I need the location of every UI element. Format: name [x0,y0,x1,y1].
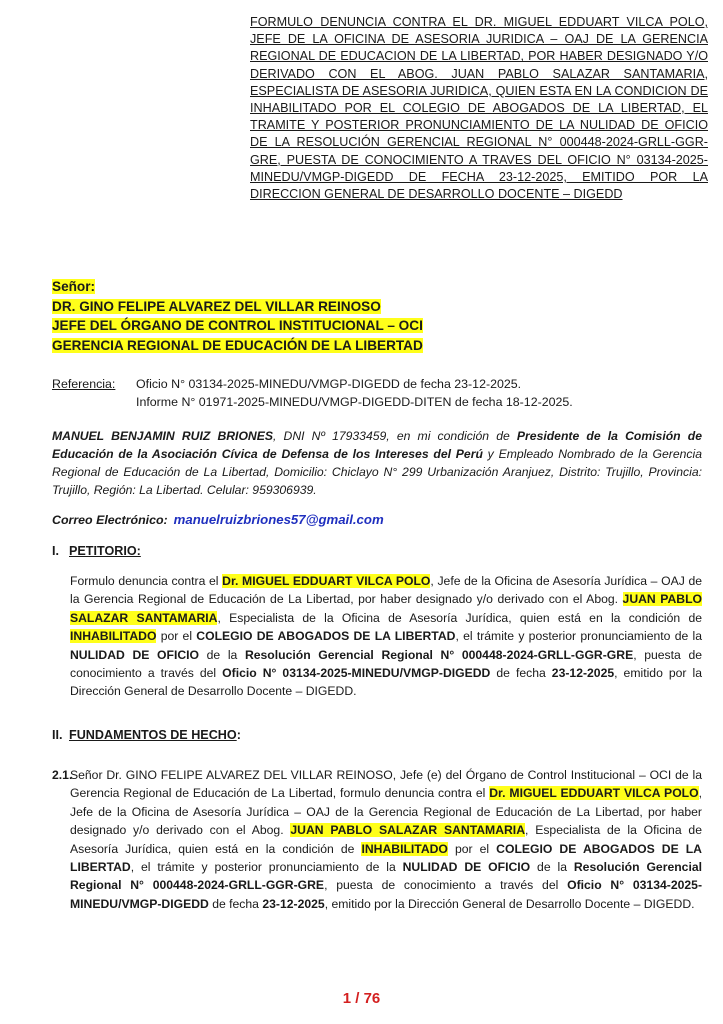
complainant-intro [52,427,702,499]
highlight-accused: Dr. MIGUEL EDDUART VILCA POLO [489,786,699,801]
highlight-status: INHABILITADO [70,629,157,644]
section-heading-fundamentos: II. FUNDAMENTOS DE HECHO: [52,728,241,742]
complainant-name: MANUEL BENJAMIN RUIZ BRIONES [52,429,273,443]
highlight-status: INHABILITADO [361,841,448,856]
email-line [52,512,384,527]
document-title: FORMULO DENUNCIA CONTRA EL DR. MIGUEL EDDUART VILCA POLO, JEFE DE LA OFICINA DE ASESORIA JURIDICA – OAJ DE LA GERENCIA REGIONAL DE EDUCACION DE LA LIBERTAD, POR HABER DESIGNADO Y/O DERIVADO CON EL ABOG. JUAN PABLO SALAZAR SANTAMARIA, ESPECIALISTA DE ASESORIA JURIDICA, QUIEN ESTA EN LA CONDICION DE INHABILITADO POR EL COLEGIO DE ABOGADOS DE LA LIBERTAD, EL TRAMITE Y POSTERIOR PRONUNCIAMIENTO DE LA NULIDAD DE OFICIO DE LA RESOLUCIÓN GERENCIAL REGIONAL N° 000448-2024-GRLL-GGR-GRE, PUESTA DE CONOCIMIENTO A TRAVES DEL OFICIO N° 03134-2025-MINEDU/VMGP-DIGEDD DE FECHA 23-12-2025, EMITIDO POR LA DIRECCION GENERAL DE DESARROLLO DOCENTE – DIGEDD [250,15,708,202]
page-number: 1 / 76 [342,990,381,1007]
addressee-block [52,277,423,355]
reference-block: Referencia: Oficio N° 03134-2025-MINEDU/VMGP-DIGEDD de fecha 23-12-2025. Informe N° 01971-2025-MINEDU/VMGP-DIGEDD-DITEN de fecha 18-12-2025. [52,377,573,409]
email-link[interactable]: manuelruizbriones57@gmail.com [173,512,384,527]
section-title: FUNDAMENTOS DE HECHO [69,728,237,742]
section-heading-petitorio [52,544,141,558]
intro-text: y Empleado Nombrado de la Gerencia Regional de Educación de La Libertad, Domicilio: Chiclayo N° 299 Urbanización Aranjuez, Distrito: Trujillo, Provincia: Trujillo, Región: La Libertad. Celular: 959306939. [52,447,703,497]
item-number: 2.1. [52,768,73,782]
highlight-specialist: JUAN PABLO SALAZAR SANTAMARIA [290,823,525,838]
highlight-specialist: JUAN PABLO SALAZAR SANTAMARIA [70,592,702,625]
intro-text: , DNI Nº 17933459, en mi condición de [272,429,517,443]
email-label: Correo Electrónico: [52,513,168,527]
reference-label: Referencia [52,377,112,391]
fundamentos-item: 2.1. Señor Dr. GINO FELIPE ALVAREZ DEL VILLAR REINOSO, Jefe (e) del Órgano de Control Institucional – OCI de la Gerencia Regional de Educación de La Libertad, formulo denuncia contra el Dr. MIGUEL EDDUART VILCA POLO, Jefe de la Oficina de Asesoría Jurídica – OAJ de la Gerencia Regional de Educación de La Libertad, por haber designado y/o derivado con el Abog. JUAN PABLO SALAZAR SANTAMARIA, Especialista de la Oficina de Asesoría Jurídica, quien está en la condición de INHABILITADO por el COLEGIO DE ABOGADOS DE LA LIBERTAD, el trámite y posterior pronunciamiento de la NULIDAD DE OFICIO de la Resolución Gerencial Regional N° 000448-2024-GRLL-GGR-GRE, puesta de conocimiento a través del Oficio N° 03134-2025-MINEDU/VMGP-DIGEDD de fecha 23-12-2025, emitido por la Dirección General de Desarrollo Docente – DIGEDD. [52,768,703,911]
highlight-accused: Dr. MIGUEL EDDUART VILCA POLO [222,574,431,588]
addressee-name: DR. GINO FELIPE ALVAREZ DEL VILLAR REINOSO [52,298,381,314]
addressee-position: JEFE DEL ÓRGANO DE CONTROL INSTITUCIONAL – OCI [52,318,423,334]
section-number: I. [52,544,59,558]
addressee-institution: GERENCIA REGIONAL DE EDUCACIÓN DE LA LIBERTAD [52,337,423,353]
salutation: Señor: [52,279,96,294]
reference-item: Informe N° 01971-2025-MINEDU/VMGP-DIGEDD-DITEN de fecha 18-12-2025. [136,395,573,409]
complainant-role: Presidente de la Comisión de Educación de la Asociación Cívica de Defensa de los Intereses del Perú [52,429,702,461]
section-title: PETITORIO: [69,544,141,558]
section-number: II. [52,728,63,742]
petitorio-paragraph: Formulo denuncia contra el Dr. MIGUEL EDDUART VILCA POLO, Jefe de la Oficina de Asesoría Jurídica – OAJ de la Gerencia Regional de Educación de La Libertad, por haber designado y/o derivado con el Abog. JUAN PABLO SALAZAR SANTAMARIA, Especialista de la Oficina de Asesoría Jurídica, quien está en la condición de INHABILITADO por el COLEGIO DE ABOGADOS DE LA LIBERTAD, el trámite y posterior pronunciamiento de la NULIDAD DE OFICIO de la Resolución Gerencial Regional N° 000448-2024-GRLL-GGR-GRE, puesta de conocimiento a través del Oficio N° 03134-2025-MINEDU/VMGP-DIGEDD de fecha 23-12-2025, emitido por la Dirección General de Desarrollo Docente – DIGEDD. [70,574,703,699]
reference-item: Oficio N° 03134-2025-MINEDU/VMGP-DIGEDD de fecha 23-12-2025. [136,377,522,391]
